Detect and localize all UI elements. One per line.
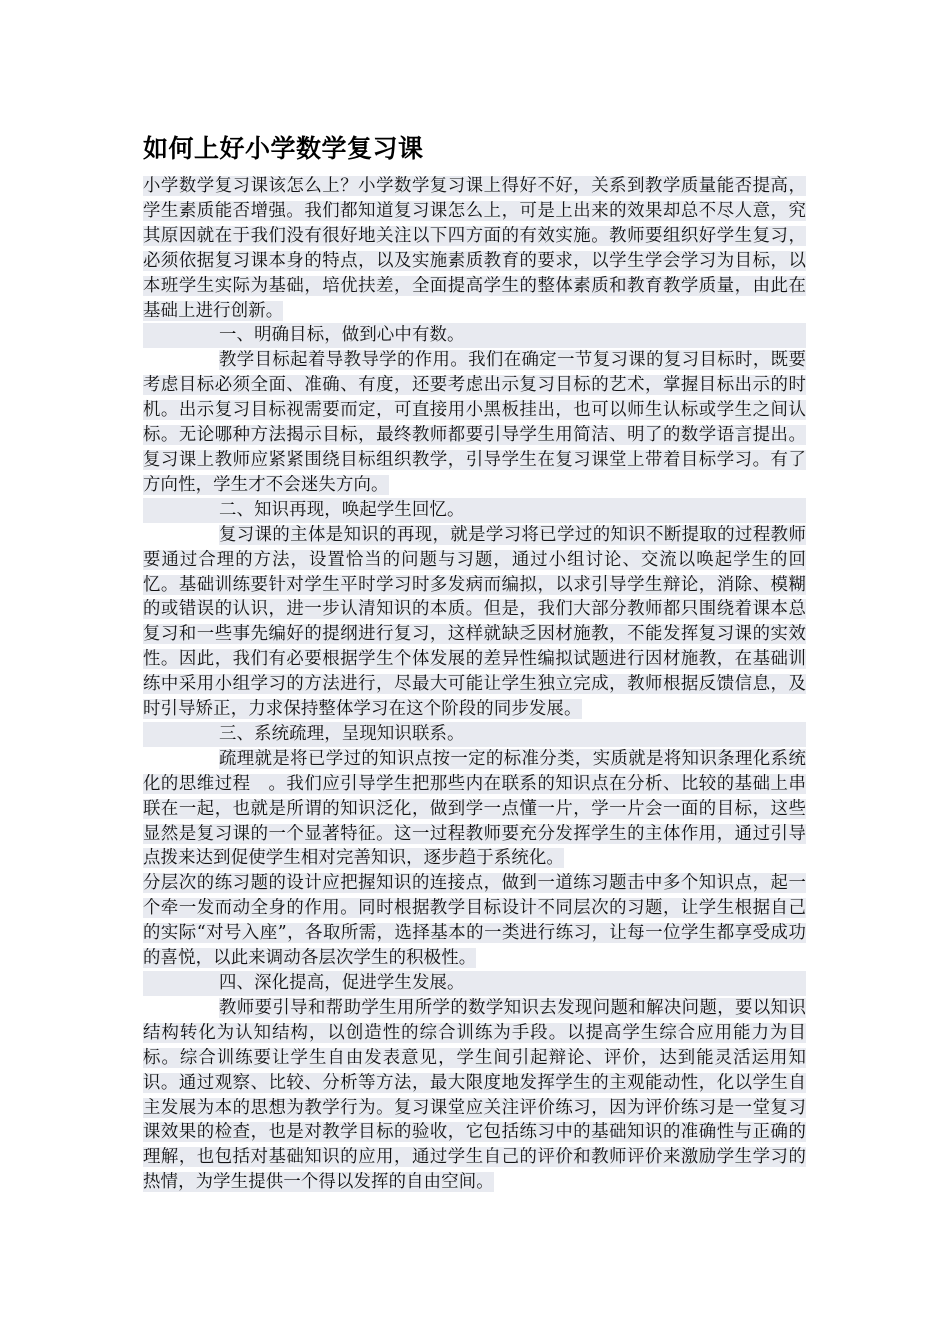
section-paragraph-3: 疏理就是将已学过的知识点按一定的标准分类，实质就是将知识条理化系统化的思维过程 。我们应引导学生把那些内在联系的知识点在分析、比较的基础上串联在一起，也就是所谓的知识泛化，做到学一点懂一片，学一片会一面的目标，这些显然是复习课的一个显著特征。这一过程教师要充分发挥学生的主体作用，通过引导点拨来达到促使学生相对完善知识，逐步趋于系统化。 <box>143 748 806 869</box>
section-paragraph-1: 教学目标起着导教导学的作用。我们在确定一节复习课的复习目标时，既要考虑目标必须全面、准确、有度，还要考虑出示复习目标的艺术，掌握目标出示的时机。出示复习目标视需要而定，可直接用小黑板挂出，也可以师生认标或学生之间认标。无论哪种方法揭示目标，最终教师都要引导学生用简洁、明了的数学语言提出。复习课上教师应紧紧围绕目标组织教学，引导学生在复习课堂上带着目标学习。有了方向性，学生才不会迷失方向。 <box>143 350 806 495</box>
document-title: 如何上好小学数学复习课 <box>143 134 424 163</box>
section-paragraph-4: 教师要引导和帮助学生用所学的数学知识去发现问题和解决问题，要以知识结构转化为认知结构，以创造性的综合训练为手段。以提高学生综合应用能力为目标。综合训练要让学生自由发表意见，学生间引起辩论、评价，达到能灵活运用知识。通过观察、比较、分析等方法，最大限度地发挥学生的主观能动性，化以学生自主发展为本的思想为教学行为。复习课堂应关注评价练习，因为评价练习是一堂复习课效果的检查，也是对教学目标的验收，它包括练习中的基础知识的准确性与正确的理解，也包括对基础知识的应用，通过学生自己的评价和教师评价来激励学生学习的热情，为学生提供一个得以发挥的自由空间。 <box>143 997 806 1193</box>
section-heading-4: 四、深化提高，促进学生发展。 <box>143 971 806 996</box>
intro-paragraph: 小学数学复习课该怎么上？小学数学复习课上得好不好，关系到教学质量能否提高，学生素质能否增强。我们都知道复习课怎么上，可是上出来的效果却总不尽人意，究其原因就在于我们没有很好地关注以下四方面的有效实施。教师要组织好学生复习，必须依据复习课本身的特点，以及实施素质教育的要求，以学生学会学习为目标，以本班学生实际为基础，培优扶差，全面提高学生的整体素质和教育教学质量，由此在基础上进行创新。 <box>143 176 806 321</box>
document-body <box>143 174 806 1195</box>
section-paragraph-3b: 分层次的练习题的设计应把握知识的连接点，做到一道练习题击中多个知识点，起一个牵一发而动全身的作用。同时根据教学目标设计不同层次的习题，让学生根据自己的实际“对号入座”，各取所需，选择基本的一类进行练习，让每一位学生都享受成功的喜悦，以此来调动各层次学生的积极性。 <box>143 873 806 969</box>
section-paragraph-2: 复习课的主体是知识的再现，就是学习将已学过的知识不断提取的过程教师要通过合理的方法，设置恰当的问题与习题，通过小组讨论、交流以唤起学生的回忆。基础训练要针对学生平时学习时多发病而编拟，以求引导学生辩论，消除、模糊的或错误的认识，进一步认清知识的本质。但是，我们大部分教师都只围绕着课本总复习和一些事先编好的提纲进行复习，这样就缺乏因材施教，不能发挥复习课的实效性。因此，我们有必要根据学生个体发展的差异性编拟试题进行因材施教，在基础训练中采用小组学习的方法进行，尽最大可能让学生独立完成，教师根据反馈信息，及时引导矫正，力求保持整体学习在这个阶段的同步发展。 <box>143 524 806 720</box>
section-heading-1: 一、明确目标，做到心中有数。 <box>143 323 806 348</box>
section-heading-2: 二、知识再现，唤起学生回忆。 <box>143 498 806 523</box>
section-heading-3: 三、系统疏理，呈现知识联系。 <box>143 722 806 747</box>
